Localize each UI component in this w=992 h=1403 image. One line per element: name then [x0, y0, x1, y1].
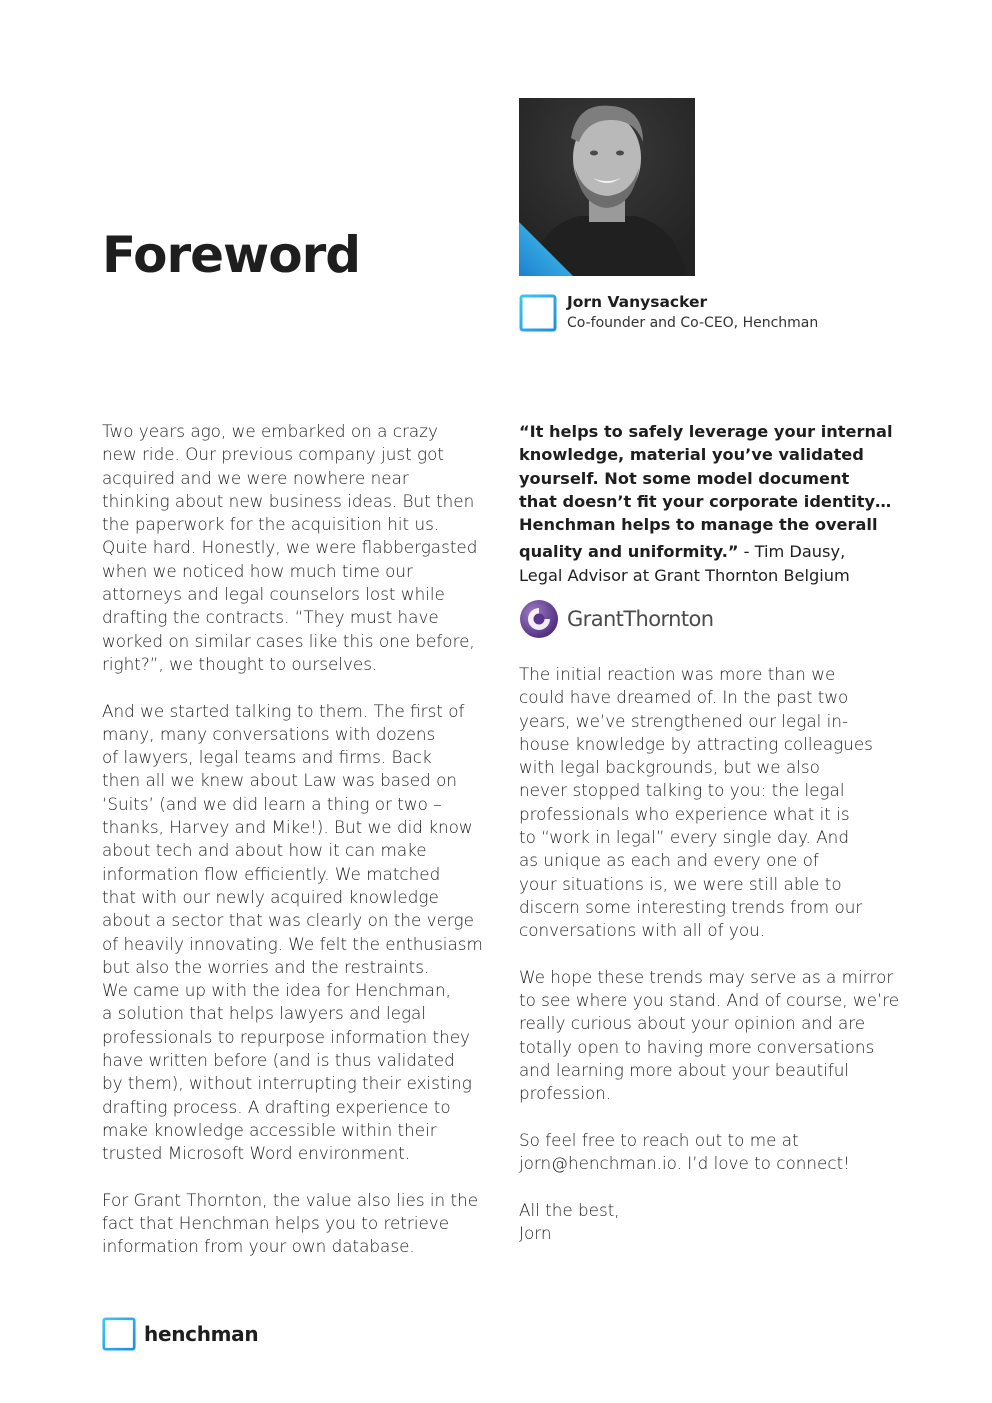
quote-line: yourself. Not some model document [519, 468, 850, 488]
paragraph [519, 1129, 899, 1176]
text-line: trusted Microsoft Word environment. [102, 1143, 411, 1164]
text-line: and learning more about your beautiful [519, 1060, 850, 1081]
text-line: by them), without interrupting their existing [102, 1073, 472, 1094]
text-line: So feel free to reach out to me at [519, 1129, 799, 1150]
text-line: could have dreamed of. In the past two [519, 687, 849, 708]
text-line: really curious about your opinion and are [519, 1013, 866, 1034]
left-column [102, 420, 482, 1282]
footer-brand [102, 1317, 258, 1351]
testimonial-quote [519, 420, 899, 587]
henchman-logo-icon [102, 1317, 136, 1351]
quote-line: “It helps to safely leverage your internal [519, 422, 893, 441]
text-line: then all we knew about Law was based on [102, 770, 457, 791]
text-line: Two years ago, we embarked on a crazy [102, 421, 438, 441]
text-line: worked on similar cases like this one before, [102, 630, 475, 651]
text-line: professionals to repurpose information they [102, 1026, 470, 1047]
text-line: acquired and we were nowhere near [102, 467, 409, 488]
right-column [519, 663, 899, 1269]
text-line: with legal backgrounds, but we also [519, 757, 820, 778]
text-line: about tech and about how it can make [102, 840, 427, 861]
text-line: house knowledge by attracting colleagues [519, 733, 873, 754]
text-line: jorn@henchman.io. I’d love to connect! [519, 1153, 850, 1174]
paragraph [102, 700, 482, 1166]
footer-wordmark: henchman [144, 1322, 259, 1346]
text-line: never stopped talking to you: the legal [519, 780, 845, 801]
henchman-logo-icon [519, 294, 557, 332]
text-line: For Grant Thornton, the value also lies in the [102, 1189, 479, 1210]
paragraph [102, 420, 482, 676]
grant-thornton-logo [519, 598, 713, 640]
text-line: have written before (and is thus validated [102, 1050, 455, 1071]
text-line: All the best, [519, 1199, 620, 1220]
text-line: The initial reaction was more than we [519, 664, 836, 684]
text-line: make knowledge accessible within their [102, 1119, 437, 1140]
author-portrait [519, 98, 695, 276]
text-line: attorneys and legal counselors lost while [102, 584, 445, 605]
quote-attribution: Legal Advisor at Grant Thornton Belgium [519, 565, 850, 585]
quote-line: that doesn’t fit your corporate identity… [519, 491, 892, 511]
text-line: to “work in legal” every single day. And [519, 827, 849, 848]
quote-attribution: - Tim Dausy, [738, 542, 846, 562]
text-line: a solution that helps lawyers and legal [102, 1003, 426, 1024]
text-line: fact that Henchman helps you to retrieve [102, 1213, 450, 1234]
text-line: that with our newly acquired knowledge [102, 886, 439, 907]
text-line: the paperwork for the acquisition hit us. [102, 514, 440, 535]
text-line: drafting process. A drafting experience to [102, 1096, 451, 1117]
text-line: profession. [519, 1083, 612, 1104]
author-role: Co-founder and Co-CEO, Henchman [567, 315, 819, 331]
text-line: information flow efficiently. We matched [102, 863, 441, 884]
text-line: many, many conversations with dozens [102, 723, 436, 744]
text-line: Jorn [519, 1223, 552, 1244]
text-line: but also the worries and the restraints. [102, 956, 430, 977]
text-line: conversations with all of you. [519, 920, 766, 941]
text-line: your situations is, we were still able to [519, 873, 842, 894]
paragraph [102, 1189, 482, 1259]
quote-line: quality and uniformity.” [519, 542, 739, 562]
text-line: as unique as each and every one of [519, 850, 819, 871]
text-line: new ride. Our previous company just got [102, 444, 444, 465]
text-line: professionals who experience what it is [519, 803, 850, 824]
text-line: And we started talking to them. The first of [102, 700, 465, 721]
text-line: of lawyers, legal teams and firms. Back [102, 747, 432, 768]
page-title: Foreword [102, 226, 361, 284]
paragraph [519, 966, 899, 1106]
text-line: We came up with the idea for Henchman, [102, 980, 451, 1001]
text-line: totally open to having more conversations [519, 1036, 875, 1057]
text-line: years, we’ve strengthened our legal in- [519, 710, 849, 731]
text-line: discern some interesting trends from our [519, 896, 863, 917]
quote-line: knowledge, material you’ve validated [519, 445, 864, 465]
text-line: about a sector that was clearly on the verge [102, 910, 474, 931]
grant-thornton-logo-icon [519, 599, 559, 639]
text-line: information from your own database. [102, 1236, 415, 1257]
text-line: when we noticed how much time our [102, 560, 413, 581]
paragraph [519, 1199, 899, 1246]
author-name: Jorn Vanysacker [567, 293, 708, 311]
text-line: We hope these trends may serve as a mirror [519, 966, 894, 987]
text-line: thanks, Harvey and Mike!). But we did know [102, 817, 473, 838]
grant-thornton-wordmark: GrantThornton [567, 607, 714, 631]
text-line: right?”, we thought to ourselves. [102, 653, 378, 674]
text-line: ‘Suits’ (and we did learn a thing or two – [102, 793, 442, 814]
paragraph [519, 663, 899, 943]
quote-line: Henchman helps to manage the overall [519, 515, 878, 535]
text-line: Quite hard. Honestly, we were flabbergasted [102, 537, 478, 558]
text-line: of heavily innovating. We felt the enthusiasm [102, 933, 483, 954]
text-line: to see where you stand. And of course, we’re [519, 990, 900, 1011]
text-line: thinking about new business ideas. But then [102, 490, 475, 511]
text-line: drafting the contracts. “They must have [102, 607, 439, 628]
